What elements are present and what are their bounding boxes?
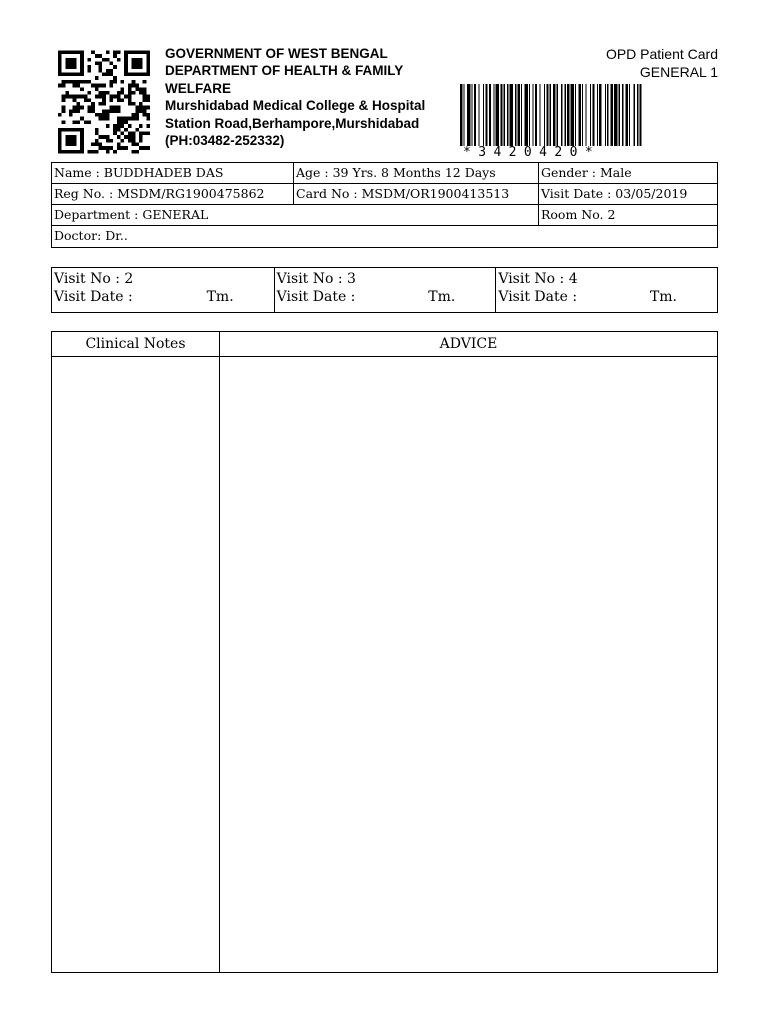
info-row <box>52 205 717 226</box>
patient-info-table <box>51 162 718 248</box>
reg-number: Reg No. : MSDM/RG1900475862 <box>52 184 294 204</box>
visit-date: Visit Date : 03/05/2019 <box>541 186 688 201</box>
clinical-notes-header: Clinical Notes <box>52 332 220 356</box>
card-category: GENERAL 1 <box>639 64 718 80</box>
info-row <box>52 184 717 205</box>
visit-date-label: Visit Date : <box>54 289 133 305</box>
visit-time-label: Tm. <box>649 289 678 305</box>
org-line: GOVERNMENT OF WEST BENGAL <box>165 46 388 61</box>
visit-cell <box>274 268 496 312</box>
visit-date-label: Visit Date : <box>276 289 356 305</box>
card-type <box>606 45 718 81</box>
visit-cell <box>52 268 274 312</box>
visit-number: Visit No : 4 <box>498 271 578 287</box>
barcode-icon <box>460 84 643 146</box>
org-line: Station Road,Berhampore,Murshidabad <box>165 115 420 131</box>
organization-header <box>165 45 465 149</box>
patient-age: Age : 39 Yrs. 8 Months 12 Days <box>294 163 539 183</box>
column-divider <box>219 356 221 972</box>
org-line: DEPARTMENT OF HEALTH & FAMILY <box>165 63 404 79</box>
visit-cell <box>495 268 717 312</box>
patient-name: Name : BUDDHADEB DAS <box>52 163 294 183</box>
visit-time-label: Tm. <box>428 289 456 305</box>
card-number: Card No : MSDM/OR1900413513 <box>294 184 539 204</box>
visit-number: Visit No : 3 <box>276 271 356 287</box>
visit-date-label: Visit Date : <box>498 289 578 305</box>
qr-code-icon <box>58 50 150 154</box>
org-line: (PH:03482-252332) <box>165 133 285 149</box>
visit-number: Visit No : 2 <box>54 271 134 287</box>
room-number: Room No. 2 <box>541 207 616 222</box>
visits-table <box>51 267 718 313</box>
info-row <box>52 163 717 184</box>
card-title: OPD Patient Card <box>605 46 718 62</box>
patient-gender: Gender : Male <box>541 165 632 180</box>
department: Department : GENERAL <box>52 205 539 225</box>
notes-table <box>51 331 718 973</box>
notes-header-row <box>52 332 717 357</box>
barcode-number: *3420420* <box>463 145 601 160</box>
org-line: WELFARE <box>165 80 231 96</box>
info-row <box>52 226 717 247</box>
doctor: Doctor: Dr.. <box>54 228 128 243</box>
org-line: Murshidabad Medical College & Hospital <box>165 98 426 114</box>
visit-time-label: Tm. <box>206 289 234 305</box>
advice-header: ADVICE <box>439 336 498 352</box>
